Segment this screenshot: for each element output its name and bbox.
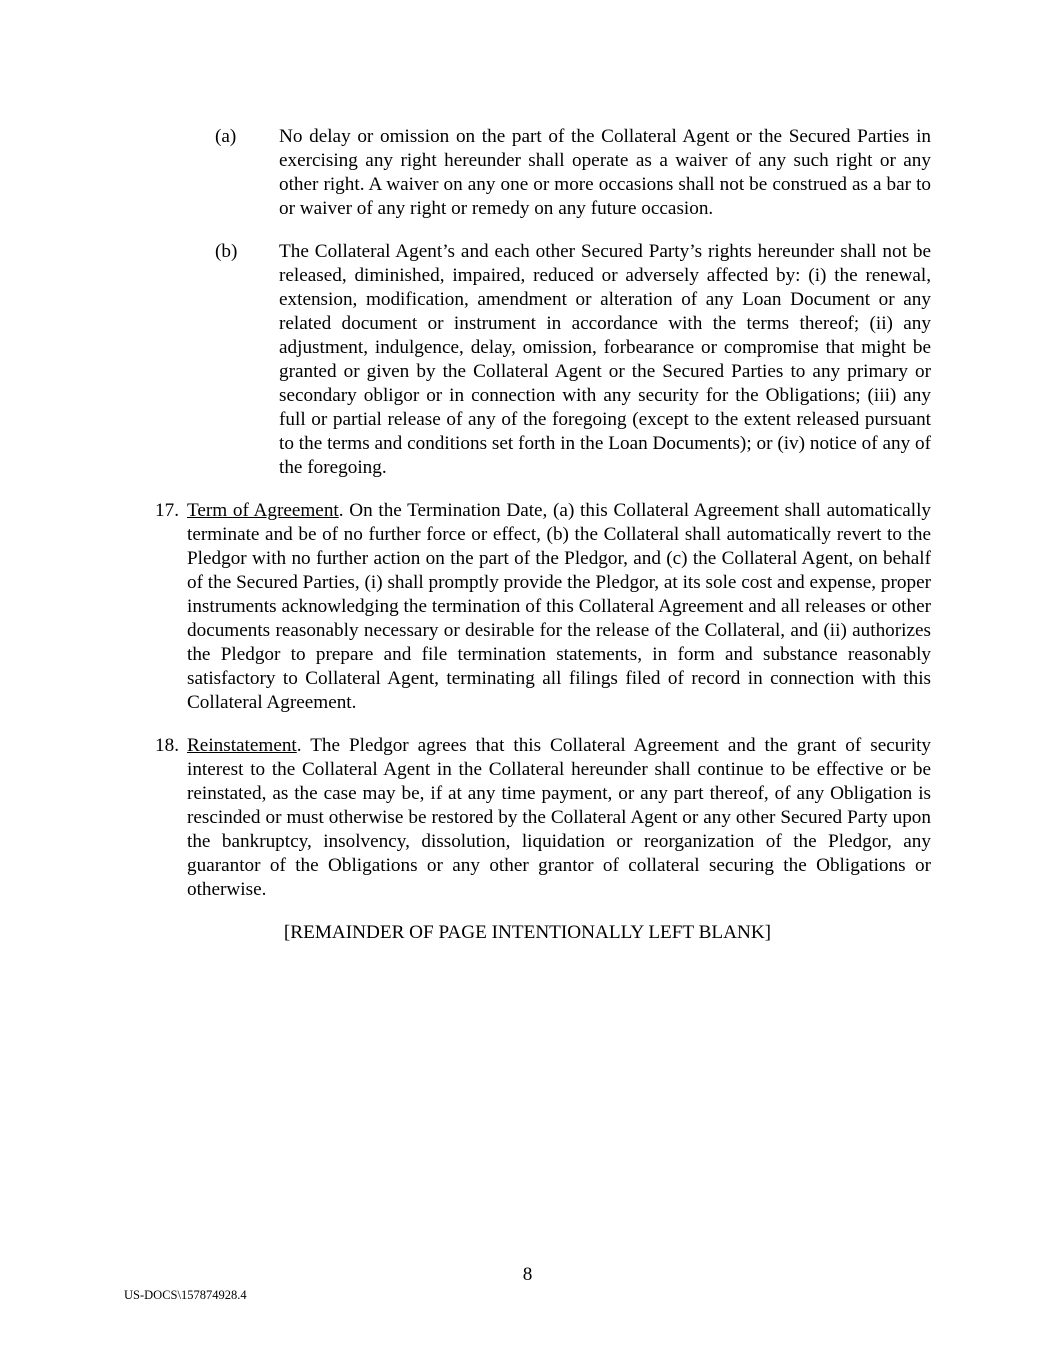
- section-17-heading: Term of Agreement: [187, 500, 339, 521]
- section-18-text: . The Pledgor agrees that this Collateral Agreement and the grant of security interest to the Collateral Agent in the Collateral hereunder shall continue to be effective or be reinstated, as the case may be, if at any time payment, or any part thereof, of any Obligation is rescinded or must otherwise be restored by the Collateral Agent or any other Secured Party upon the bankruptcy, insolvency, dissolution, liquidation or reorganization of the Pledgor, any guarantor of the Obligations or any other grantor of collateral securing the Obligations or otherwise.: [187, 735, 931, 900]
- section-18-heading: Reinstatement: [187, 735, 297, 756]
- remainder-notice: [REMAINDER OF PAGE INTENTIONALLY LEFT BLANK]: [283, 922, 772, 943]
- section-18-number: 18.: [155, 735, 179, 756]
- paragraph-b: [215, 240, 931, 480]
- paragraph-a-text: No delay or omission on the part of the Collateral Agent or the Secured Parties in exercising any right hereunder shall operate as a waiver of any such right or any other right. A waiver on any one or more occasions shall not be construed as a bar to or waiver of any right or remedy on any future occasion.: [279, 126, 931, 219]
- section-17: [155, 499, 931, 715]
- section-18: [155, 734, 931, 902]
- section-17-text: . On the Termination Date, (a) this Collateral Agreement shall automatically terminate and be of no further force or effect, (b) the Collateral shall automatically revert to the Pledgor with no further action on the part of the Pledgor, and (c) the Collateral Agent, on behalf of the Secured Parties, (i) shall promptly provide the Pledgor, at its sole cost and expense, proper instruments acknowledging the termination of this Collateral Agreement and all releases or other documents reasonably necessary or desirable for the release of the Collateral, and (ii) authorizes the Pledgor to prepare and file termination statements, in form and substance reasonably satisfactory to Collateral Agent, terminating all filings filed of record in connection with this Collateral Agreement.: [187, 500, 931, 713]
- paragraph-a-label: (a): [215, 126, 237, 147]
- page-number: 8: [522, 1264, 533, 1285]
- paragraph-b-text: The Collateral Agent’s and each other Secured Party’s rights hereunder shall not be released, diminished, impaired, reduced or adversely affected by: (i) the renewal, extension, modification, amendment or alteration of any Loan Document or any related document or instrument in accordance with the terms thereof; (ii) any adjustment, indulgence, delay, omission, forbearance or compromise that might be granted or given by the Collateral Agent or the Secured Parties to any primary or secondary obligor or in connection with any security for the Obligations; (iii) any full or partial release of any of the foregoing (except to the extent released pursuant to the terms and conditions set forth in the Loan Documents); or (iv) notice of any of the foregoing.: [279, 241, 931, 478]
- paragraph-b-label: (b): [215, 241, 238, 262]
- section-17-number: 17.: [155, 500, 179, 521]
- paragraph-a: [215, 125, 931, 221]
- document-id: US-DOCS\157874928.4: [124, 1288, 247, 1302]
